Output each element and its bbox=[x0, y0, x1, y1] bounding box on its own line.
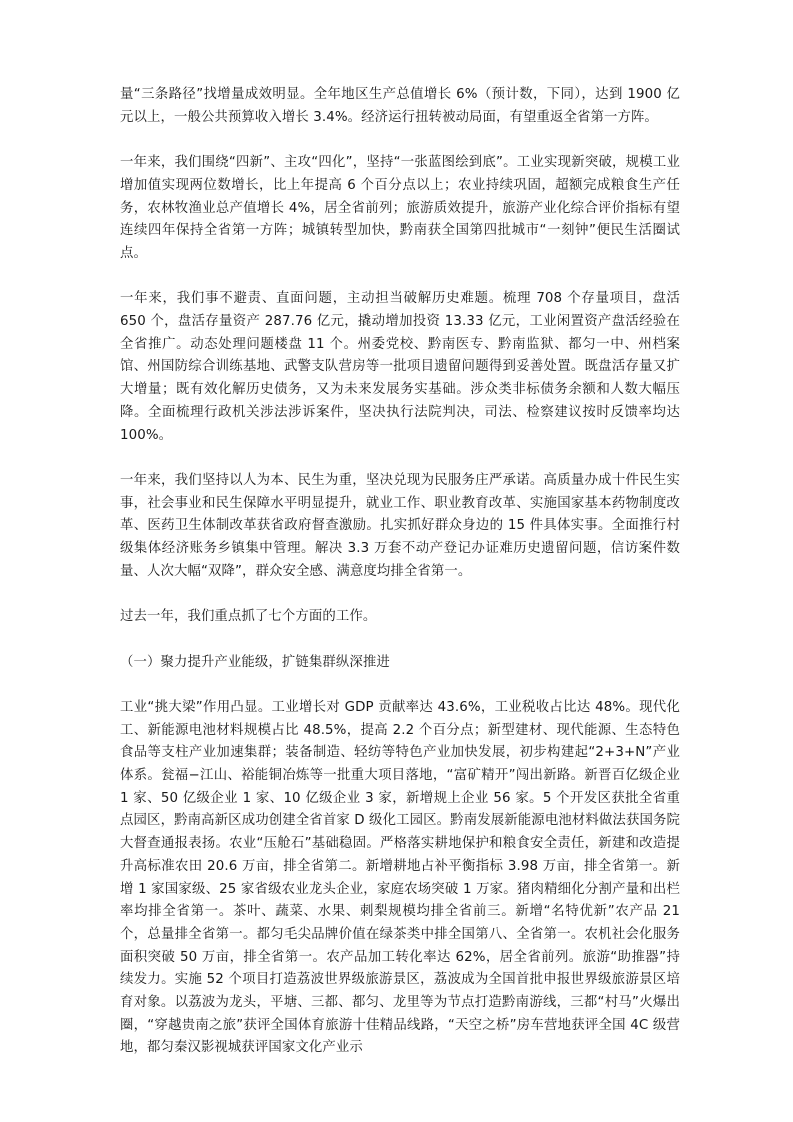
paragraph-economic-summary: 量“三条路径”找增量成效明显。全年地区生产总值增长 6%（预计数，下同），达到 1900 亿元以上，一般公共预算收入增长 3.4%。经济运行扭转被动局面，有望重返全省第一方阵。 bbox=[120, 87, 680, 125]
paragraph-historical-problems: 一年来，我们事不避责、直面问题，主动担当破解历史难题。梳理 708 个存量项目，盘活 650 个，盘活存量资产 287.76 亿元，撬动增加投资 13.33 亿元，工业闲置资产盘活经验在全省推广。动态处理问题楼盘 11 个。州委党校、黔南医专、黔南监狱、都匀一中、州档案馆、州国防综合训练基地、武警支队营房等一批项目遗留问题得到妥善处置。既盘活存量又扩大增量；既有效化解历史债务，又为未来发展务实基础。涉众类非标债务余额和人数大幅压降。全面梳理行政机关涉法涉诉案件，坚决执行法院判决，司法、检察建议按时反馈率均达 100%。 bbox=[120, 291, 680, 443]
section-heading-industry: （一）聚力提升产业能级，扩链集群纵深推进 bbox=[120, 654, 390, 670]
paragraph-industry-detail: 工业“挑大梁”作用凸显。工业增长对 GDP 贡献率达 43.6%，工业税收占比达 48%。现代化工、新能源电池材料规模占比 48.5%，提高 2.2 个百分点；新型建材、现代能源、生态特色食品等支柱产业加速集群；装备制造、轻纺等特色产业加快发展，初步构建起“2+3+N”产业体系。瓮福−江山、裕能铜冶炼等一批重大项目落地，“富矿精开”闯出新路。新晋百亿级企业 1 家、50 亿级企业 1 家、10 亿级企业 3 家，新增规上企业 56 家。5 个开发区获批全省重点园区，黔南高新区成功创建全省首家 D 级化工园区。黔南发展新能源电池材料做法获国务院大督查通报表扬。农业“压舱石”基础稳固。严格落实耕地保护和粮食安全责任，新建和改造提升高标准农田 20.6 万亩，排全省第二。新增耕地占补平衡指标 3.98 万亩，排全省第一。新增 1 家国家级、25 家省级农业龙头企业，家庭农场突破 1 万家。猪肉精细化分割产量和出栏率均排全省第一。茶叶、蔬菜、水果、刺梨规模均排全省前三。新增“名特优新”农产品 21 个，总量排全省第一。都匀毛尖品牌价值在绿茶类中排全国第八、全省第一。农机社会化服务面积突破 50 万亩，排全省第一。农产品加工转化率达 62%，居全省前列。旅游“助推器”持续发力。实施 52 个项目打造荔波世界级旅游景区，荔波成为全国首批申报世界级旅游景区培育对象。以荔波为龙头，平塘、三都、都匀、龙里等为节点打造黔南游线，三都“村马”火爆出圈，“穿越贵南之旅”获评全国体育旅游十佳精品线路，“天空之桥”房车营地获评全国 4C 级营地，都匀秦汉影视城获评国家文化产业示 bbox=[120, 699, 680, 1056]
paragraph-livelihood: 一年来，我们坚持以人为本、民生为重，坚决兑现为民服务庄严承诺。高质量办成十件民生实事，社会事业和民生保障水平明显提升，就业工作、职业教育改革、实施国家基本药物制度改革、医药卫生体制改革获省政府督查激励。扎实抓好群众身边的 15 件具体实事。全面推行村级集体经济账务乡镇集中管理。解决 3.3 万套不动产登记办证难历史遗留问题，信访案件数量、人次大幅“双降”，群众安全感、满意度均排全省第一。 bbox=[120, 472, 680, 579]
paragraph-four-new: 一年来，我们围绕“四新”、主攻“四化”，坚持“一张蓝图绘到底”。工业实现新突破，规模工业增加值实现两位数增长，比上年提高 6 个百分点以上；农业持续巩固，超额完成粮食生产任务，农林牧渔业总产值增长 4%，居全省前列；旅游质效提升，旅游产业化综合评价指标有望连续四年保持全省第一方阵；城镇转型加快，黔南获全国第四批城市“一刻钟”便民生活圈试点。 bbox=[120, 155, 680, 261]
document-page bbox=[120, 84, 680, 1060]
paragraph-seven-aspects: 过去一年，我们重点抓了七个方面的工作。 bbox=[120, 609, 377, 625]
